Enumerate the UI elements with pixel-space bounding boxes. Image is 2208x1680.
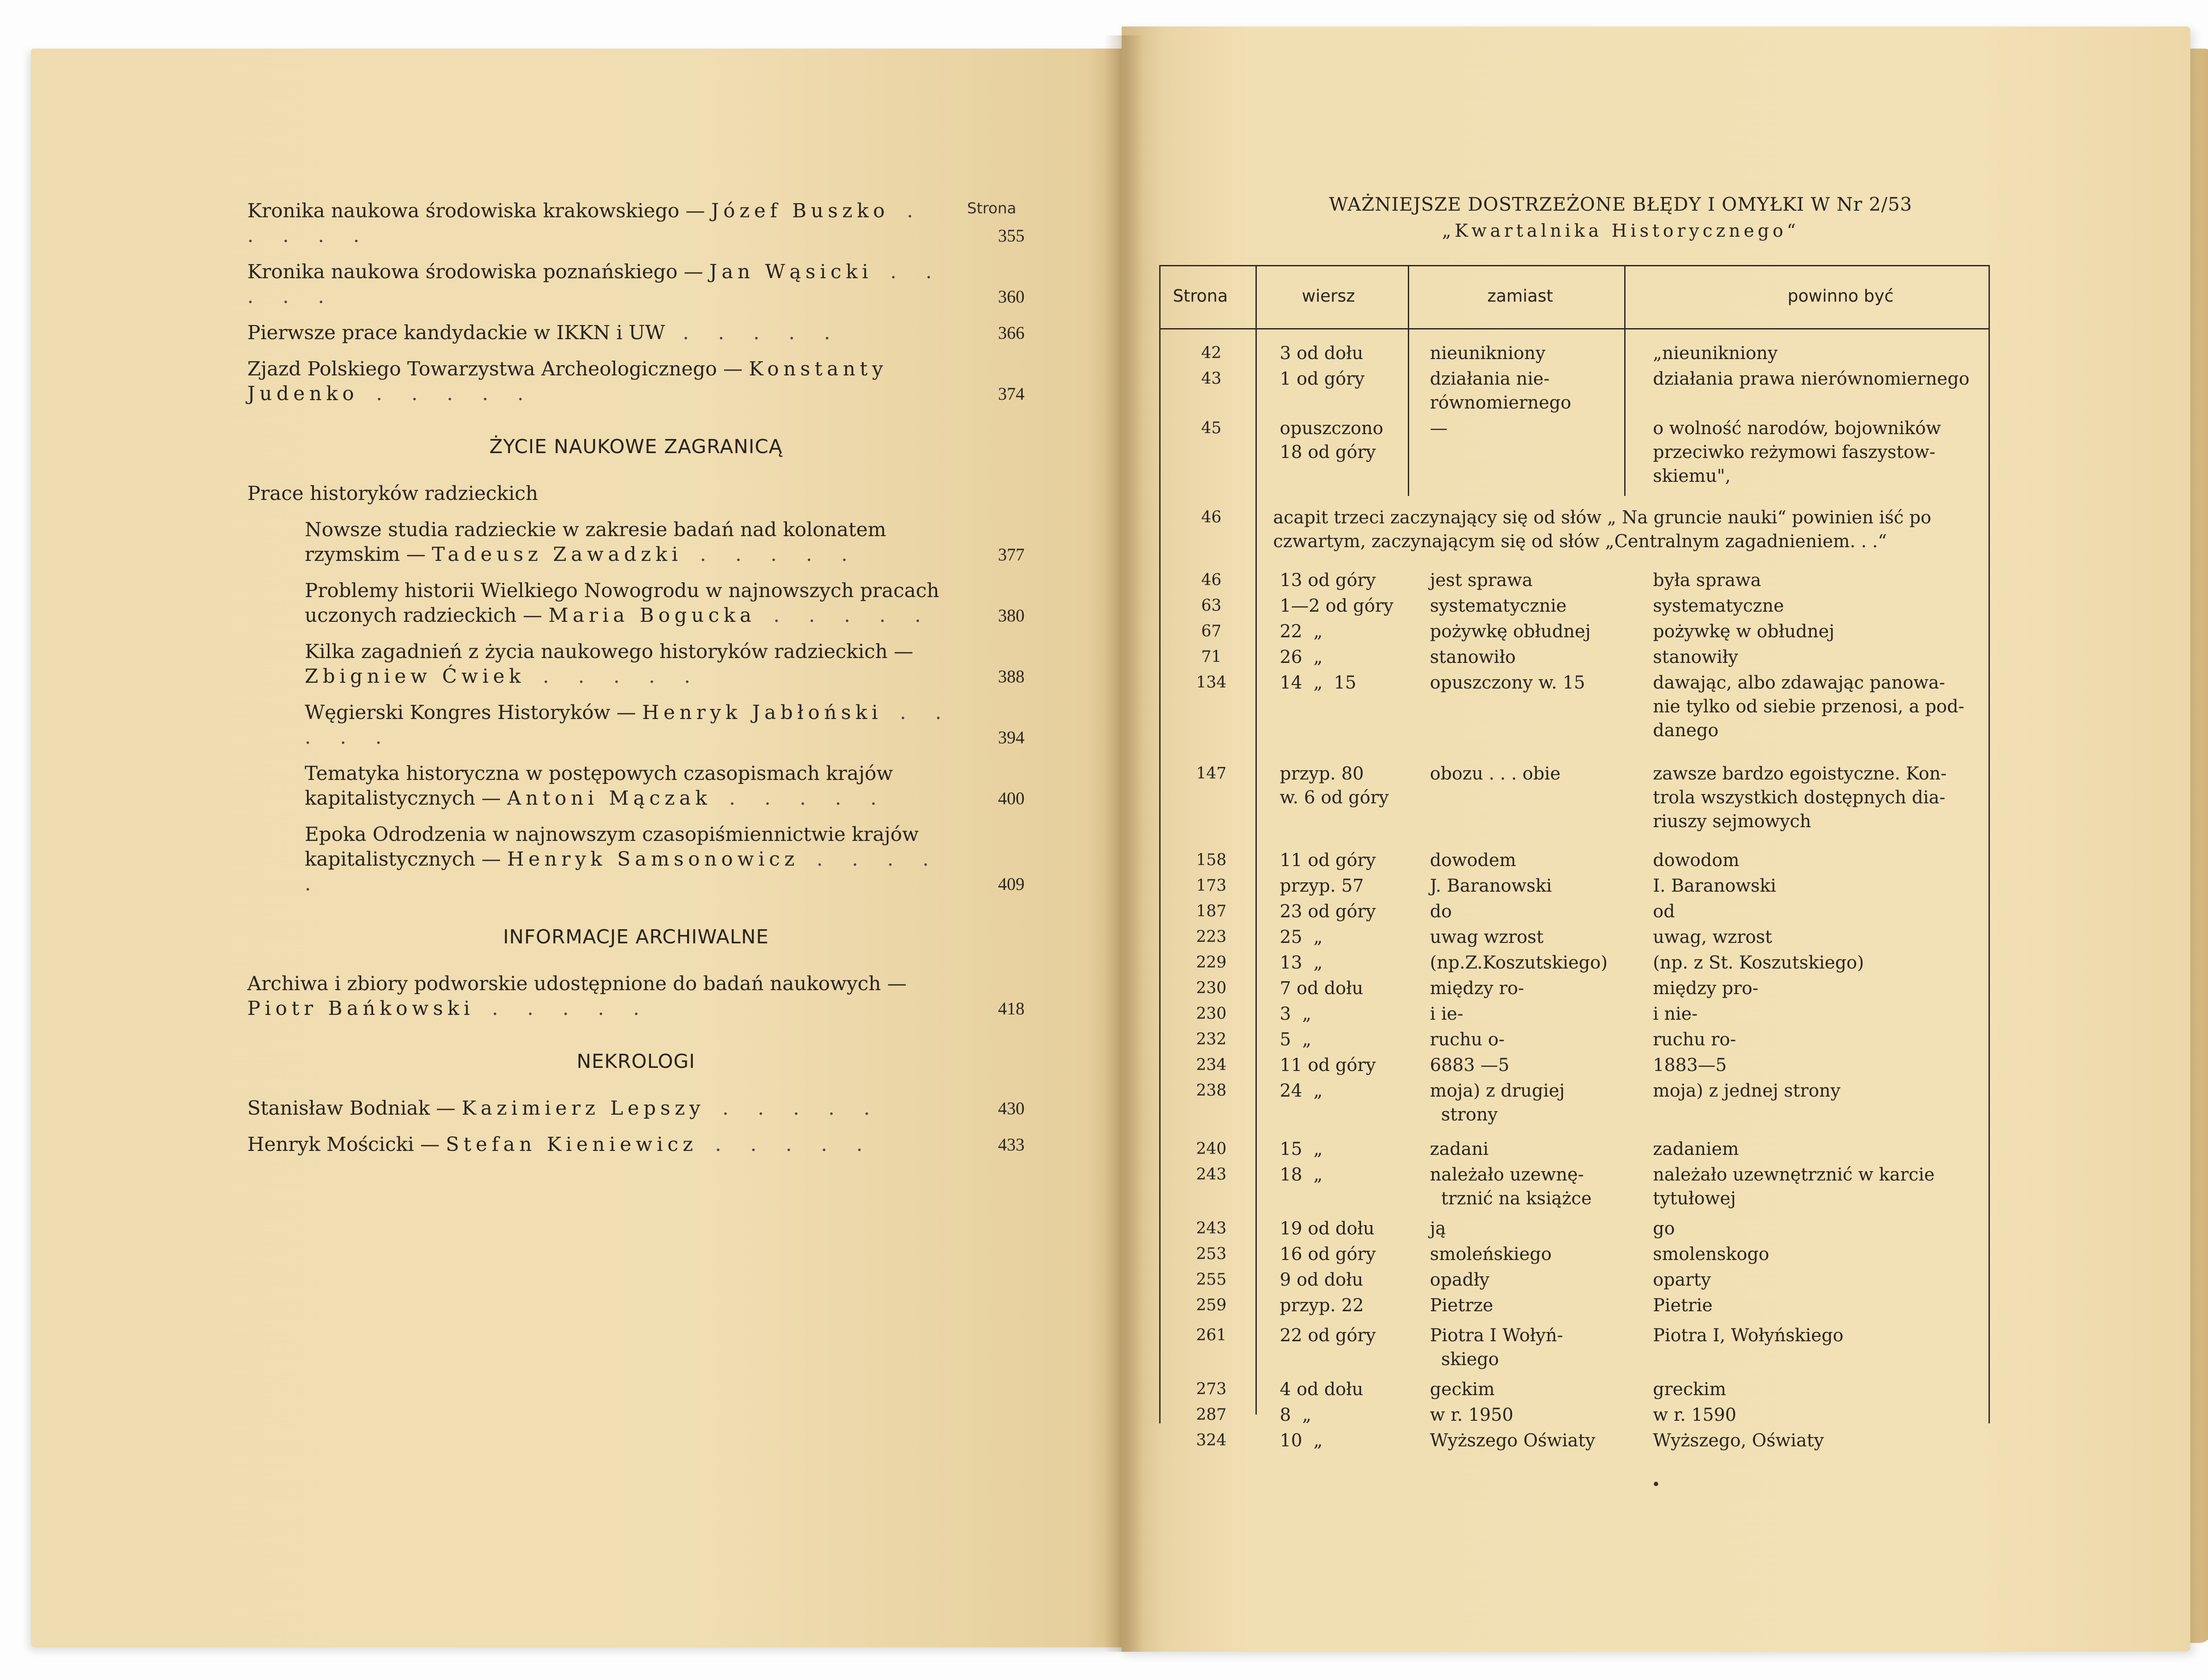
toc-group-a bbox=[247, 199, 1025, 406]
leader-dots: . . . . . bbox=[305, 848, 941, 895]
leader-dots: . . . . . bbox=[711, 787, 888, 810]
toc-entry-author: Maria Bogucka bbox=[548, 604, 756, 627]
toc-entry bbox=[247, 481, 1025, 506]
errata-zamiast: moja) z drugiej strony bbox=[1430, 1081, 1565, 1125]
errata-wiersz: 1—2 od góry bbox=[1280, 596, 1394, 616]
toc-entry-title: Zjazd Polskiego Towarzystwa Archeologicznego — bbox=[247, 358, 749, 380]
toc-entry-page: 374 bbox=[998, 384, 1025, 404]
toc-entry-page: 355 bbox=[998, 226, 1025, 246]
errata-powinno: (np. z St. Koszutskiego) bbox=[1653, 953, 1864, 973]
errata-strona: 158 bbox=[1196, 851, 1227, 869]
toc-entry-author: Kazimierz Lepszy bbox=[461, 1097, 705, 1120]
errata-wiersz: 19 od dołu bbox=[1280, 1218, 1375, 1239]
errata-strona: 232 bbox=[1196, 1030, 1227, 1048]
errata-note: acapit trzeci zaczynający się od słów „ Na gruncie nauki“ powinien iść po czwartym, zaczynającym się od słów „Centralnym zagadnieniem. . .“ bbox=[1273, 507, 1932, 552]
errata-powinno: od bbox=[1653, 901, 1675, 922]
toc-entry-title: Nowsze studia radzieckie w zakresie badań nad kolonatem rzymskim — bbox=[305, 518, 886, 566]
errata-wiersz: 1 od góry bbox=[1280, 369, 1365, 389]
errata-zamiast: stanowiło bbox=[1430, 647, 1516, 667]
errata-wiersz: 16 od góry bbox=[1280, 1244, 1376, 1264]
toc-entry-title: Henryk Mościcki — bbox=[247, 1133, 446, 1156]
header-strona: Strona bbox=[1173, 286, 1228, 306]
errata-powinno: 1883—5 bbox=[1653, 1055, 1727, 1075]
errata-strona: 71 bbox=[1201, 648, 1221, 666]
toc-entry-author: Zbigniew Ćwiek bbox=[305, 665, 526, 688]
errata-zamiast: — bbox=[1430, 418, 1448, 439]
errata-powinno: zadaniem bbox=[1653, 1139, 1739, 1159]
errata-strona: 67 bbox=[1201, 622, 1221, 640]
errata-zamiast: systematycznie bbox=[1430, 596, 1567, 616]
errata-strona: 46 bbox=[1201, 571, 1221, 589]
toc-entry-author: Henryk Samsonowicz bbox=[507, 848, 799, 870]
toc-page-column-label: Strona bbox=[967, 200, 1017, 217]
toc-group-b bbox=[247, 481, 1025, 897]
toc-entry-title: Epoka Odrodzenia w najnowszym czasopiśmiennictwie krajów kapitalistycznych — bbox=[305, 823, 919, 870]
leader-dots: . . . . . bbox=[474, 997, 651, 1020]
toc-entry-title: Archiwa i zbiory podworskie udostępnione do badań naukowych — bbox=[247, 972, 907, 995]
errata-strona: 229 bbox=[1196, 954, 1227, 972]
errata-wiersz: 14 „ 15 bbox=[1280, 673, 1357, 693]
errata-strona: 243 bbox=[1196, 1165, 1227, 1184]
table-of-contents bbox=[247, 199, 1025, 1169]
header-rule bbox=[1161, 328, 1989, 329]
toc-entry-page: 360 bbox=[998, 287, 1025, 306]
toc-entry bbox=[247, 822, 1025, 897]
toc-entry-author: Konstanty Judenko bbox=[247, 358, 888, 405]
toc-entry-page: 380 bbox=[998, 605, 1025, 625]
toc-entry bbox=[247, 700, 1025, 750]
errata-zamiast: dowodem bbox=[1430, 850, 1516, 870]
errata-zamiast: Wyższego Oświaty bbox=[1430, 1430, 1596, 1451]
toc-entry-title: Kilka zagadnień z życia naukowego historyków radzieckich — bbox=[305, 640, 914, 663]
toc-entry-title: Stanisław Bodniak — bbox=[247, 1097, 462, 1120]
toc-entry-page: 430 bbox=[998, 1098, 1025, 1118]
errata-zamiast: działania nie- równomiernego bbox=[1430, 369, 1571, 413]
errata-strona: 287 bbox=[1196, 1406, 1227, 1424]
section-title-archives: INFORMACJE ARCHIWALNE bbox=[503, 926, 769, 948]
errata-zamiast: nieunikniony bbox=[1430, 343, 1546, 363]
errata-wiersz: 11 od góry bbox=[1280, 1055, 1376, 1075]
toc-entry-page: 409 bbox=[998, 874, 1025, 894]
errata-powinno: zawsze bardzo egoistyczne. Kon- trola wszystkich dostępnych dia- riuszy sejmowych bbox=[1653, 764, 1947, 832]
toc-entry bbox=[247, 972, 1025, 1021]
section-title-abroad: ŻYCIE NAUKOWE ZAGRANICĄ bbox=[489, 435, 783, 458]
errata-wiersz: 3 od dołu bbox=[1280, 343, 1363, 363]
leader-dots: . . . . . bbox=[682, 543, 859, 566]
paper-speck bbox=[1654, 1482, 1658, 1486]
toc-entry-page: 433 bbox=[998, 1135, 1025, 1154]
errata-wiersz: 13 od góry bbox=[1280, 570, 1376, 590]
errata-zamiast: do bbox=[1430, 901, 1452, 922]
toc-entry-page: 377 bbox=[998, 545, 1025, 564]
toc-entry bbox=[247, 260, 1025, 309]
toc-entry bbox=[247, 639, 1025, 689]
errata-strona: 255 bbox=[1196, 1271, 1227, 1289]
errata-zamiast: w r. 1950 bbox=[1430, 1405, 1513, 1425]
toc-entry bbox=[247, 761, 1025, 811]
errata-strona: 238 bbox=[1196, 1082, 1227, 1100]
errata-zamiast: pożywkę obłudnej bbox=[1430, 621, 1591, 642]
errata-powinno: smolenskogo bbox=[1653, 1244, 1769, 1264]
errata-strona: 324 bbox=[1196, 1431, 1227, 1449]
toc-entry-author: Józef Buszko bbox=[711, 200, 889, 222]
errata-strona: 261 bbox=[1196, 1326, 1227, 1344]
toc-entry bbox=[247, 579, 1025, 628]
errata-title: WAŻNIEJSZE DOSTRZEŻONE BŁĘDY I OMYŁKI W Nr 2/53 bbox=[1329, 193, 1913, 215]
column-rule bbox=[1624, 266, 1626, 496]
errata-powinno: greckim bbox=[1653, 1379, 1726, 1400]
errata-wiersz: 4 od dołu bbox=[1280, 1379, 1363, 1400]
errata-wiersz: 24 „ bbox=[1280, 1081, 1323, 1101]
toc-entry bbox=[247, 518, 1025, 567]
toc-entry-author: Henryk Jabłoński bbox=[642, 701, 882, 724]
header-powinno: powinno być bbox=[1788, 286, 1894, 306]
leader-dots: . . . . . bbox=[247, 261, 943, 308]
errata-wiersz: 11 od góry bbox=[1280, 850, 1376, 870]
toc-entry-title: Pierwsze prace kandydackie w IKKN i UW bbox=[247, 322, 665, 344]
errata-wiersz: 15 „ bbox=[1280, 1139, 1323, 1159]
errata-zamiast: uwag wzrost bbox=[1430, 927, 1544, 947]
header-wiersz: wiersz bbox=[1302, 286, 1355, 306]
errata-zamiast: smoleńskiego bbox=[1430, 1244, 1552, 1264]
errata-wiersz: 5 „ bbox=[1280, 1029, 1312, 1050]
errata-strona: 42 bbox=[1201, 344, 1221, 362]
errata-wiersz: 9 od dołu bbox=[1280, 1270, 1363, 1290]
errata-strona: 63 bbox=[1201, 597, 1221, 615]
toc-entry-title: Problemy historii Wielkiego Nowogrodu w najnowszych pracach uczonych radzieckich — bbox=[305, 579, 939, 627]
toc-entry-page: 400 bbox=[998, 788, 1025, 808]
leader-dots: . . . . . bbox=[358, 382, 535, 405]
errata-powinno: moja) z jednej strony bbox=[1653, 1081, 1841, 1101]
errata-zamiast: obozu . . . obie bbox=[1430, 764, 1561, 784]
errata-strona: 273 bbox=[1196, 1380, 1227, 1398]
toc-entry bbox=[247, 357, 1025, 406]
errata-powinno: między pro- bbox=[1653, 978, 1758, 999]
errata-strona: 173 bbox=[1196, 877, 1227, 895]
toc-entry-author: Piotr Bańkowski bbox=[247, 997, 474, 1020]
toc-entry-author: Tadeusz Zawadzki bbox=[431, 543, 683, 566]
errata-wiersz: 7 od dołu bbox=[1280, 978, 1363, 999]
leader-dots: . . . . . bbox=[756, 604, 933, 627]
leader-dots: . . . . . bbox=[697, 1133, 874, 1156]
errata-strona: 253 bbox=[1196, 1245, 1227, 1263]
leader-dots: . . . . . bbox=[247, 200, 925, 247]
toc-group-c bbox=[247, 972, 1025, 1021]
errata-strona: 45 bbox=[1201, 419, 1221, 437]
errata-zamiast: ruchu o- bbox=[1430, 1029, 1505, 1050]
toc-entry bbox=[247, 1096, 1025, 1121]
errata-powinno: Wyższego, Oświaty bbox=[1653, 1430, 1824, 1451]
toc-entry-author: Jan Wąsicki bbox=[709, 261, 873, 283]
errata-powinno: stanowiły bbox=[1653, 647, 1738, 667]
errata-zamiast: i ie- bbox=[1430, 1004, 1463, 1024]
errata-powinno: i nie- bbox=[1653, 1004, 1698, 1024]
toc-entry-page: 418 bbox=[998, 999, 1025, 1018]
toc-entry-page: 388 bbox=[998, 666, 1025, 686]
errata-strona: 230 bbox=[1196, 1005, 1227, 1023]
toc-entry-title: Kronika naukowa środowiska krakowskiego — bbox=[247, 200, 711, 222]
errata-wiersz: 22 „ bbox=[1280, 621, 1323, 642]
errata-table bbox=[1159, 265, 1990, 1451]
errata-powinno: pożywkę w obłudnej bbox=[1653, 621, 1835, 642]
errata-powinno: w r. 1590 bbox=[1653, 1405, 1736, 1425]
column-rule bbox=[1255, 266, 1257, 1415]
toc-entry bbox=[247, 199, 1025, 248]
errata-zamiast: ją bbox=[1430, 1218, 1446, 1239]
errata-wiersz: przyp. 57 bbox=[1280, 876, 1364, 896]
errata-wiersz: przyp. 22 bbox=[1280, 1295, 1364, 1316]
toc-entry-page: 366 bbox=[998, 323, 1025, 343]
toc-entry bbox=[247, 321, 1025, 345]
toc-entry-page: 394 bbox=[998, 727, 1025, 747]
errata-powinno: o wolność narodów, bojowników przeciwko reżymowi faszystow- skiemu", bbox=[1653, 418, 1941, 486]
column-rule bbox=[1408, 266, 1409, 496]
leader-dots: . . . . . bbox=[704, 1097, 881, 1120]
errata-powinno: „nieunikniony bbox=[1653, 343, 1778, 363]
errata-powinno: uwag, wzrost bbox=[1653, 927, 1772, 947]
toc-entry-author: Stefan Kieniewicz bbox=[446, 1133, 698, 1156]
errata-wiersz: 25 „ bbox=[1280, 927, 1323, 947]
errata-powinno: należało uzewnętrznić w karcie tytułowej bbox=[1653, 1165, 1935, 1209]
errata-wiersz: 10 „ bbox=[1280, 1430, 1323, 1451]
leader-dots: . . . . . bbox=[305, 701, 953, 749]
errata-powinno: oparty bbox=[1653, 1270, 1711, 1290]
errata-powinno: I. Baranowski bbox=[1653, 876, 1777, 896]
section-title-obituaries: NEKROLOGI bbox=[576, 1050, 696, 1073]
errata-powinno: była sprawa bbox=[1653, 570, 1761, 590]
errata-subtitle: „Kwartalnika Historycznego“ bbox=[1442, 221, 1800, 241]
errata-strona: 234 bbox=[1196, 1056, 1227, 1074]
errata-strona: 43 bbox=[1201, 370, 1221, 388]
errata-zamiast: jest sprawa bbox=[1430, 570, 1533, 590]
errata-strona: 230 bbox=[1196, 979, 1227, 997]
errata-strona: 147 bbox=[1196, 764, 1227, 783]
errata-zamiast: (np.Z.Koszutskiego) bbox=[1430, 953, 1608, 973]
errata-strona: 243 bbox=[1196, 1219, 1227, 1237]
errata-wiersz: 22 od góry bbox=[1280, 1325, 1376, 1346]
toc-entry-title: Prace historyków radzieckich bbox=[247, 482, 538, 505]
book-gutter bbox=[1104, 35, 1144, 1652]
errata-powinno: go bbox=[1653, 1218, 1675, 1239]
errata-zamiast: opuszczony w. 15 bbox=[1430, 673, 1585, 693]
errata-strona: 259 bbox=[1196, 1296, 1227, 1314]
errata-powinno: Piotra I, Wołyńskiego bbox=[1653, 1325, 1844, 1346]
toc-group-d bbox=[247, 1096, 1025, 1157]
errata-wiersz: 18 „ bbox=[1280, 1165, 1323, 1185]
errata-zamiast: należało uzewnę- trznić na książce bbox=[1430, 1165, 1592, 1209]
errata-wiersz: 13 „ bbox=[1280, 953, 1323, 973]
errata-strona: 134 bbox=[1196, 674, 1227, 692]
errata-powinno: systematyczne bbox=[1653, 596, 1784, 616]
errata-wiersz: 3 „ bbox=[1280, 1004, 1312, 1024]
errata-strona: 223 bbox=[1196, 928, 1227, 946]
errata-strona: 46 bbox=[1201, 508, 1221, 526]
errata-zamiast: opadły bbox=[1430, 1270, 1490, 1290]
errata-zamiast: Piotra I Wołyń- skiego bbox=[1430, 1325, 1563, 1370]
errata-powinno: dowodom bbox=[1653, 850, 1739, 870]
errata-zamiast: Pietrze bbox=[1430, 1295, 1493, 1316]
leader-dots: . . . . . bbox=[665, 322, 842, 344]
errata-zamiast: J. Baranowski bbox=[1430, 876, 1552, 896]
errata-zamiast: między ro- bbox=[1430, 978, 1524, 999]
toc-entry-title: Węgierski Kongres Historyków — bbox=[305, 701, 643, 724]
errata-strona: 240 bbox=[1196, 1140, 1227, 1158]
leader-dots: . . . . . bbox=[525, 665, 702, 688]
errata-wiersz: 23 od góry bbox=[1280, 901, 1376, 922]
errata-wiersz: 26 „ bbox=[1280, 647, 1323, 667]
errata-wiersz: 8 „ bbox=[1280, 1405, 1312, 1425]
errata-strona: 187 bbox=[1196, 902, 1227, 920]
errata-wiersz: przyp. 80 w. 6 od góry bbox=[1280, 764, 1389, 808]
toc-entry-title: Kronika naukowa środowiska poznańskiego — bbox=[247, 261, 710, 283]
errata-zamiast: zadani bbox=[1430, 1139, 1489, 1159]
header-zamiast: zamiast bbox=[1487, 286, 1553, 306]
errata-powinno: dawając, albo zdawając panowa- nie tylko od siebie przenosi, a pod- danego bbox=[1653, 673, 1965, 741]
toc-entry-author: Antoni Mączak bbox=[507, 787, 711, 810]
errata-powinno: ruchu ro- bbox=[1653, 1029, 1736, 1050]
toc-entry bbox=[247, 1132, 1025, 1157]
errata-powinno: Pietrie bbox=[1653, 1295, 1713, 1316]
errata-zamiast: 6883 —5 bbox=[1430, 1055, 1509, 1075]
errata-wiersz: opuszczono 18 od góry bbox=[1280, 418, 1384, 462]
toc-entry-title: Tematyka historyczna w postępowych czasopismach krajów kapitalistycznych — bbox=[305, 762, 893, 810]
errata-powinno: działania prawa nierównomiernego bbox=[1653, 369, 1970, 389]
errata-zamiast: geckim bbox=[1430, 1379, 1495, 1400]
